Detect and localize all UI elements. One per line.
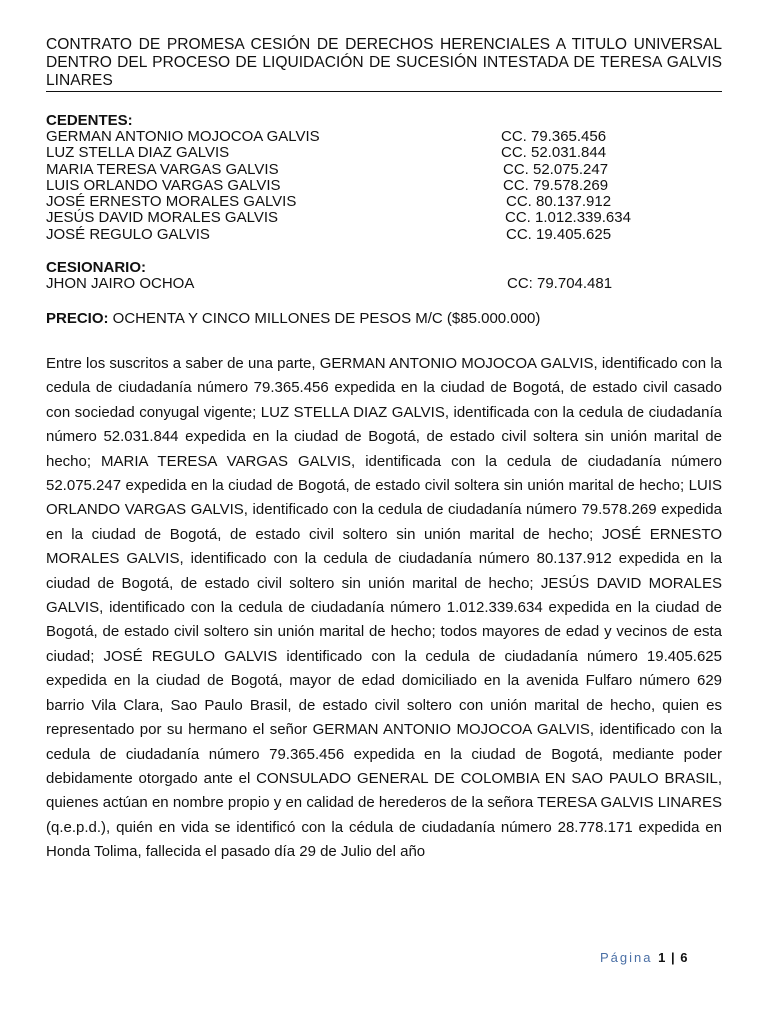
cedentes-label: CEDENTES: bbox=[46, 112, 133, 129]
page-footer bbox=[600, 950, 687, 965]
cedentes-list bbox=[46, 129, 722, 243]
cedente-name: JOSÉ REGULO GALVIS bbox=[46, 225, 210, 243]
cedente-name: GERMAN ANTONIO MOJOCOA GALVIS bbox=[46, 128, 320, 145]
cedente-row bbox=[46, 227, 722, 243]
cedente-row bbox=[46, 145, 722, 161]
total-pages: 6 bbox=[680, 950, 688, 965]
cesionario-name: JHON JAIRO OCHOA bbox=[46, 275, 195, 292]
cedente-row bbox=[46, 178, 722, 194]
precio-line bbox=[46, 310, 540, 327]
cedente-name: MARIA TERESA VARGAS GALVIS bbox=[46, 160, 279, 178]
cedente-id: CC. 1.012.339.634 bbox=[505, 209, 631, 227]
cedente-name: LUZ STELLA DIAZ GALVIS bbox=[46, 144, 230, 162]
cedente-name: LUIS ORLANDO VARGAS GALVIS bbox=[46, 176, 281, 194]
cedente-id: CC. 79.578.269 bbox=[503, 176, 609, 194]
precio-label: PRECIO: bbox=[46, 310, 109, 327]
page-separator: | bbox=[670, 950, 675, 965]
cesionario-id: CC: 79.704.481 bbox=[507, 275, 613, 292]
page-number: 1 bbox=[658, 950, 666, 965]
cedente-id: CC. 79.365.456 bbox=[501, 128, 607, 145]
cedente-row bbox=[46, 210, 722, 226]
cedente-id: CC. 52.075.247 bbox=[503, 160, 609, 178]
cesionario-label: CESIONARIO: bbox=[46, 259, 147, 276]
contract-body: Entre los suscritos a saber de una parte, GERMAN ANTONIO MOJOCOA GALVIS, identificado con la cedula de ciudadanía número 79.365.456 expedida en la ciudad de Bogotá, de estado civil casado con sociedad conyugal vigente; LUZ STELLA DIAZ GALVIS, identificada con la cedula de ciudadanía número 52.031.844 expedida en la ciudad de Bogotá, de estado civil soltera sin unión marital de hecho; MARIA TERESA VARGAS GALVIS, identificada con la cedula de ciudadanía número 52.075.247 expedida en la ciudad de Bogotá, de estado civil soltera sin unión marital de hecho; LUIS ORLANDO VARGAS GALVIS, identificado con la cedula de ciudadanía número 79.578.269 expedida en la ciudad de Bogotá, de estado civil soltero sin unión marital de hecho; JOSÉ ERNESTO MORALES GALVIS, identificado con la cedula de ciudadanía número 80.137.912 expedida en la ciudad de Bogotá, de estado civil soltero sin unión marital de hecho; JESÚS DAVID MORALES GALVIS, identificado con la cedula de ciudadanía número 1.012.339.634 expedida en la ciudad de Bogotá, de estado civil soltero sin unión marital de hecho; todos mayores de edad y vecinos de esta ciudad; JOSÉ REGULO GALVIS identificado con la cedula de ciudadanía número 19.405.625 expedida en la ciudad de Bogotá, mayor de edad domiciliado en la avenida Fulfaro número 629 barrio Vila Clara, Sao Paulo Brasil, de estado civil soltero con unión marital de hecho, quien es representado por su hermano el señor GERMAN ANTONIO MOJOCOA GALVIS, identificado con la cedula de ciudadanía número 79.365.456 expedida en la ciudad de Bogotá, mediante poder debidamente otorgado ante el CONSULADO GENERAL DE COLOMBIA EN SAO PAULO BRASIL, quienes actúan en nombre propio y en calidad de herederos de la señora TERESA GALVIS LINARES (q.e.p.d.), quién en vida se identificó con la cédula de ciudadanía número 28.778.171 expedida en Honda Tolima, fallecida el pasado día 29 de Julio del año bbox=[46, 355, 722, 861]
document-title: CONTRATO DE PROMESA CESIÓN DE DERECHOS HERENCIALES A TITULO UNIVERSAL DENTRO DEL PROCESO DE LIQUIDACIÓN DE SUCESIÓN INTESTADA DE TERESA GALVIS LINARES bbox=[46, 36, 722, 92]
page-word: Página bbox=[600, 950, 653, 965]
precio-value: OCHENTA Y CINCO MILLONES DE PESOS M/C ($85.000.000) bbox=[108, 310, 541, 327]
cedente-id: CC. 80.137.912 bbox=[506, 193, 612, 211]
cedente-id: CC. 19.405.625 bbox=[506, 225, 612, 243]
cedentes-section bbox=[46, 113, 722, 243]
cesionario-row bbox=[46, 276, 722, 292]
cedente-row bbox=[46, 194, 722, 210]
cedente-row bbox=[46, 129, 722, 145]
cedente-id: CC. 52.031.844 bbox=[501, 144, 607, 162]
cedente-name: JOSÉ ERNESTO MORALES GALVIS bbox=[46, 193, 297, 211]
cesionario-section bbox=[46, 260, 722, 292]
cedente-row bbox=[46, 162, 722, 178]
cedente-name: JESÚS DAVID MORALES GALVIS bbox=[46, 209, 279, 227]
